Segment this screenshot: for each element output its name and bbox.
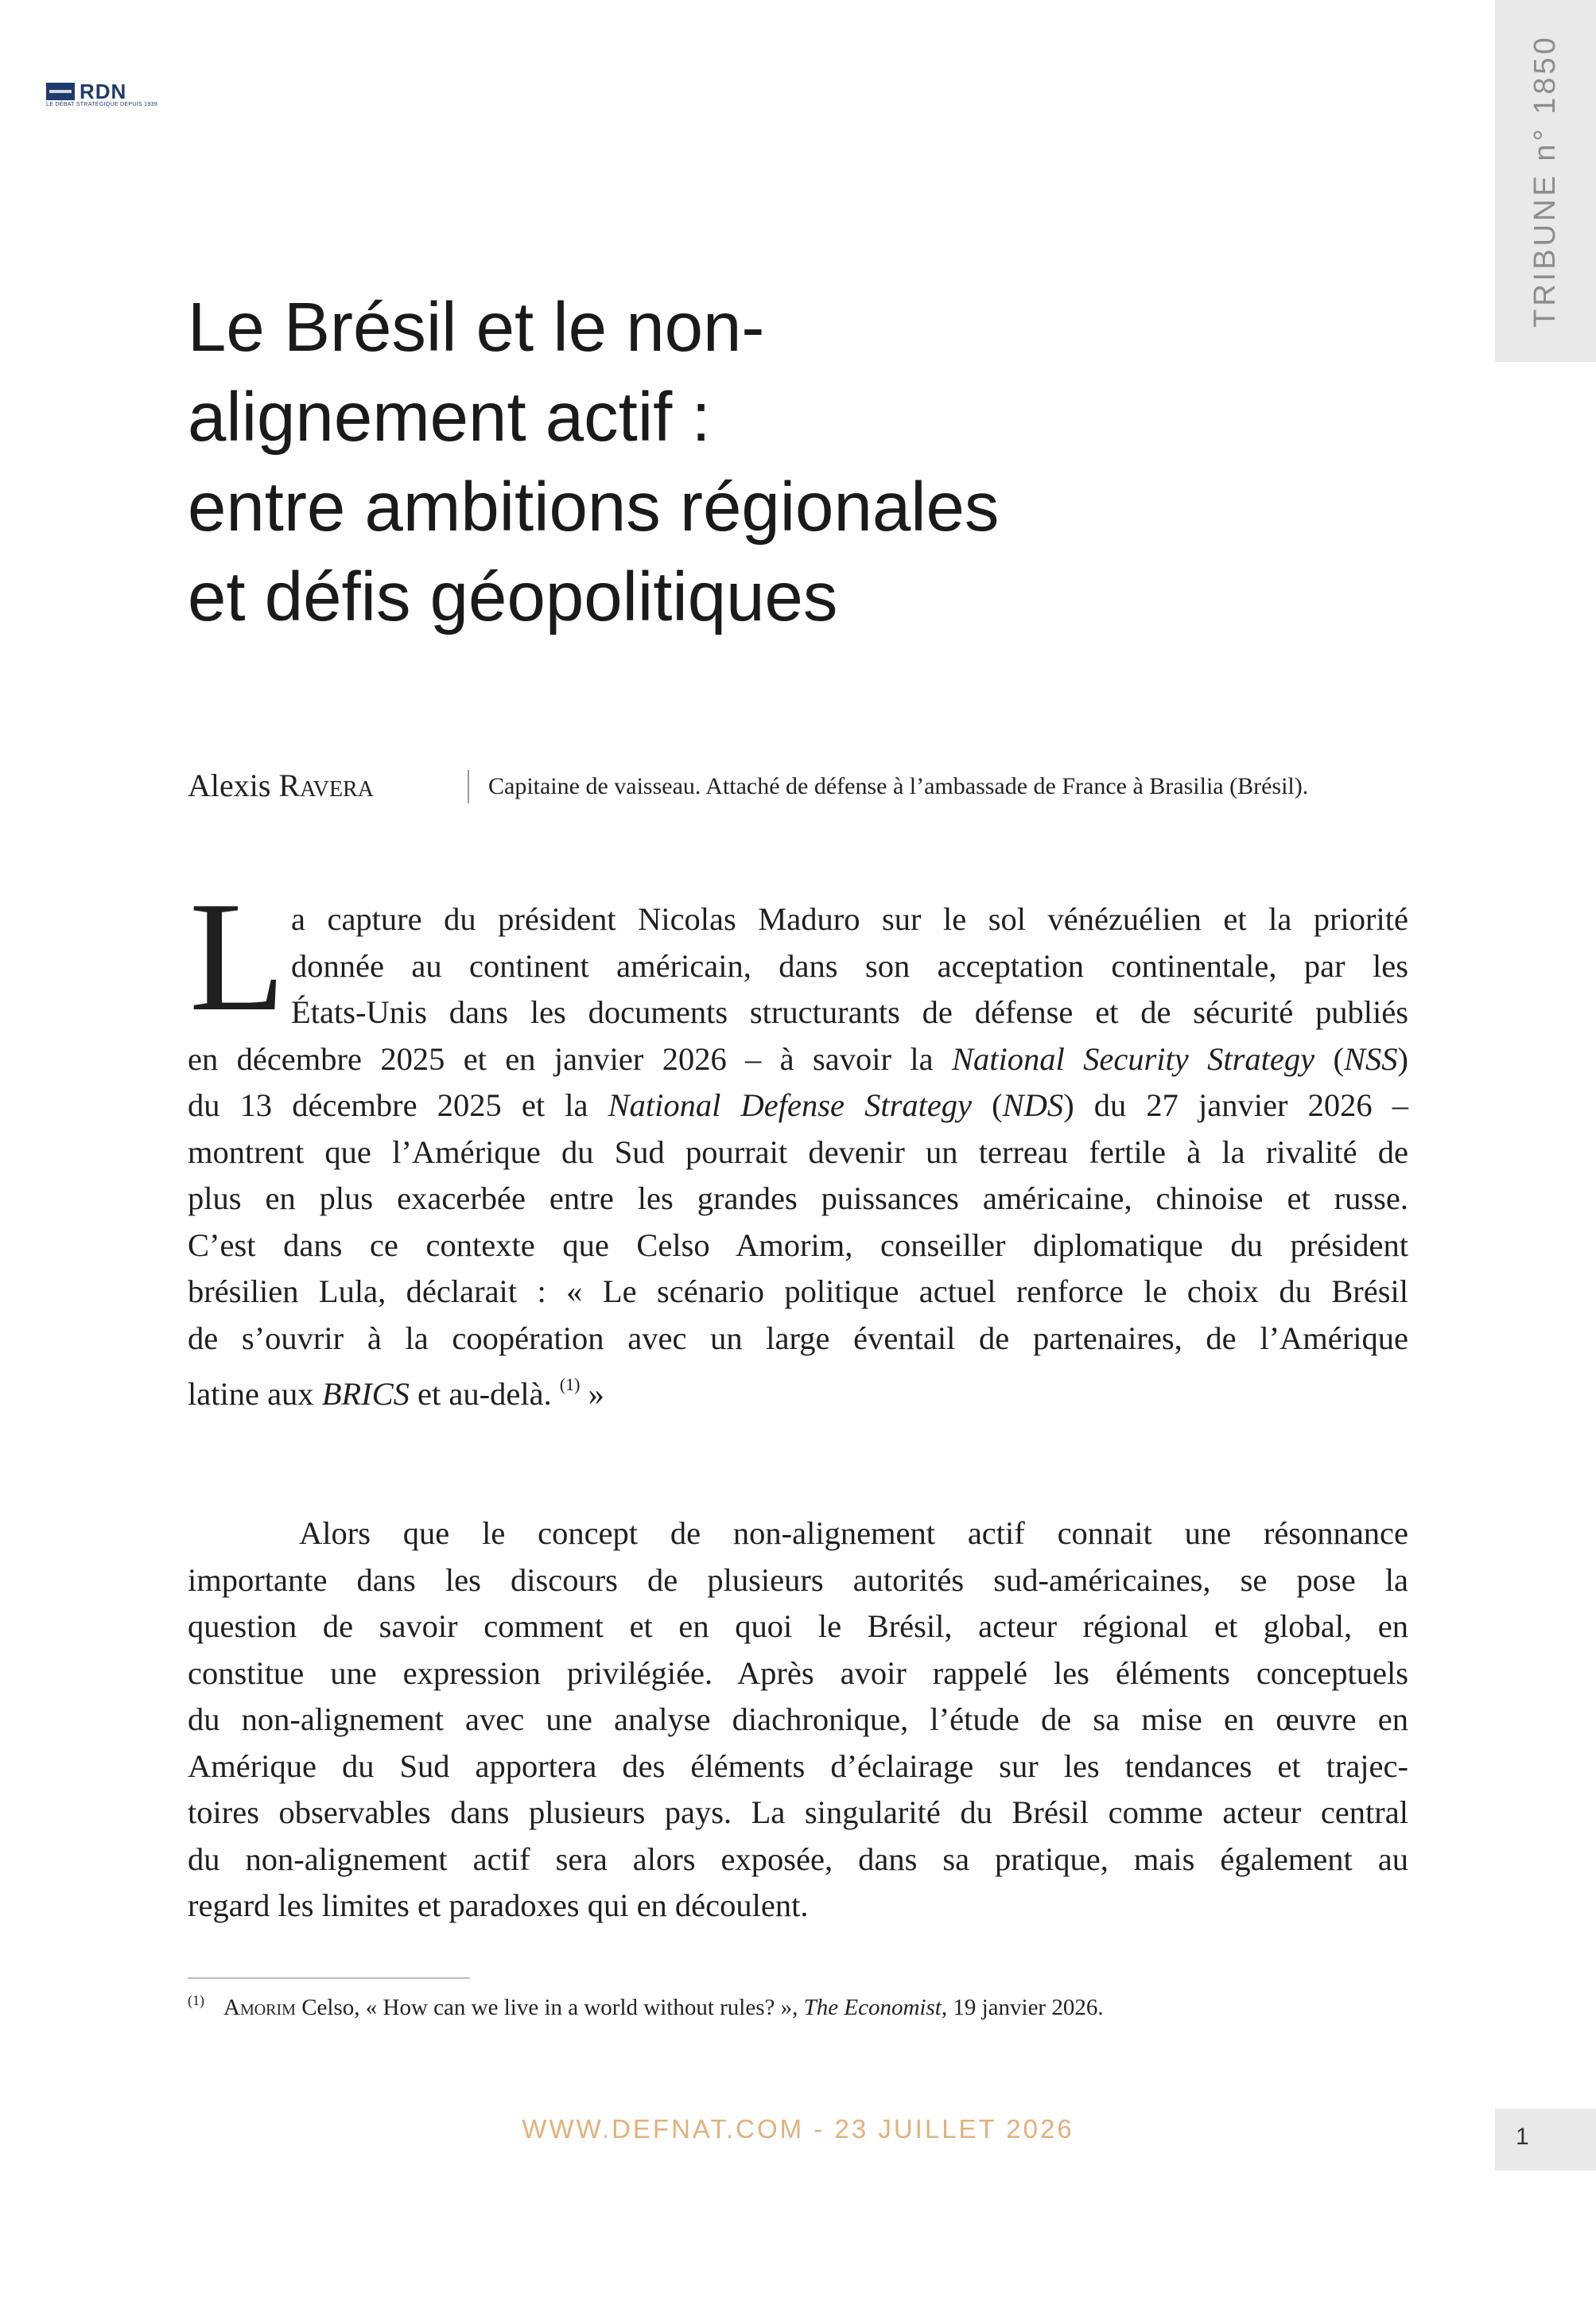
text-line: du non-alignement actif sera alors exposée, dans sa pratique, mais également au (188, 1840, 1408, 1877)
text-line: toires observables dans plusieurs pays. La singularité du Brésil comme acteur central (188, 1794, 1408, 1830)
text-line: de s’ouvrir à la coopération avec un large éventail de partenaires, de l’Amérique (188, 1320, 1408, 1356)
text-line: donnée au continent américain, dans son acceptation continentale, par les (291, 947, 1408, 984)
text-line: plus en plus exacerbée entre les grandes puissances américaine, chinoise et russe. (188, 1180, 1408, 1216)
rdn-logo-tagline: LE DÉBAT STRATÉGIQUE DEPUIS 1939 (46, 102, 157, 107)
title-line: et défis géopolitiques (188, 558, 838, 635)
footnote: $^{(1)}$ Amorim Celso, « How can we live in a world without rules? », The Economist, 19 janvier 2026. (188, 1992, 1104, 2020)
text-line: du 13 décembre 2025 et la National Defense Strategy (NDS) du 27 janvier 2026 – (188, 1087, 1408, 1123)
text-line: C’est dans ce contexte que Celso Amorim, conseiller diplomatique du président (188, 1226, 1408, 1263)
title-line: Le Brésil et le non- (188, 289, 765, 366)
rdn-logo-letters: RDN (80, 80, 127, 103)
text-line: brésilien Lula, déclarait : « Le scénario politique actuel renforce le choix du Brésil (188, 1273, 1408, 1309)
text-line: Alors que le concept de non-alignement actif connait une résonnance (299, 1515, 1408, 1551)
footer-url-date[interactable]: WWW.DEFNAT.COM - 23 JUILLET 2026 (522, 2114, 1074, 2144)
footnote-journal: The Economist (803, 1995, 942, 2020)
page-number: 1 (1516, 2124, 1529, 2150)
text-line: montrent que l’Amérique du Sud pourrait devenir un terreau fertile à la rivalité de (188, 1133, 1408, 1170)
text-line: importante dans les discours de plusieurs autorités sud-américaines, se pose la (188, 1561, 1408, 1598)
page-number-box (1495, 2109, 1596, 2171)
intro-paragraph (188, 896, 1408, 1418)
text-line: en décembre 2025 et en janvier 2026 – à savoir la National Security Strategy (NSS) (188, 1040, 1408, 1077)
footnote-number: (1) (188, 1992, 204, 2008)
author-separator (468, 770, 469, 803)
author-name (188, 767, 374, 804)
rdn-logo (46, 80, 157, 107)
author-first-name: Alexis (188, 768, 271, 803)
text-line: a capture du président Nicolas Maduro sur le sol vénézuélien et la priorité (291, 901, 1408, 937)
text-line: question de savoir comment et en quoi le Brésil, acteur régional et global, en (188, 1608, 1408, 1644)
footnote-author: Amorim (223, 1995, 296, 2020)
title-line: entre ambitions régionales (188, 468, 1000, 546)
text-line: États-Unis dans les documents structurants de défense et de sécurité publiés (291, 994, 1408, 1030)
drop-cap: L (189, 869, 285, 1044)
tribune-label: TRIBUNE n° 1850 (1528, 34, 1562, 328)
rdn-logo-mark (46, 83, 75, 100)
text-line: regard les limites et paradoxes qui en découlent. (188, 1887, 809, 1923)
author-last-name: Ravera (278, 768, 374, 803)
body-paragraph (188, 1510, 1408, 1930)
text-line: constitue une expression privilégiée. Après avoir rappelé les éléments conceptuels (188, 1654, 1408, 1691)
text-line: du non-alignement avec une analyse diachronique, l’étude de sa mise en œuvre en (188, 1701, 1408, 1737)
text-line: latine aux BRICS et au-delà. $^{(1)}$ » (188, 1374, 604, 1412)
title-line: alignement actif : (188, 379, 711, 456)
text-line: Amérique du Sud apportera des éléments d’éclairage sur les tendances et trajec- (188, 1747, 1408, 1784)
footnote-reference[interactable]: (1) (559, 1374, 581, 1394)
footnote-divider (188, 1977, 470, 1979)
author-affiliation: Capitaine de vaisseau. Attaché de défense à l’ambassade de France à Brasilia (Brésil). (488, 773, 1309, 799)
article-title (188, 282, 1428, 642)
